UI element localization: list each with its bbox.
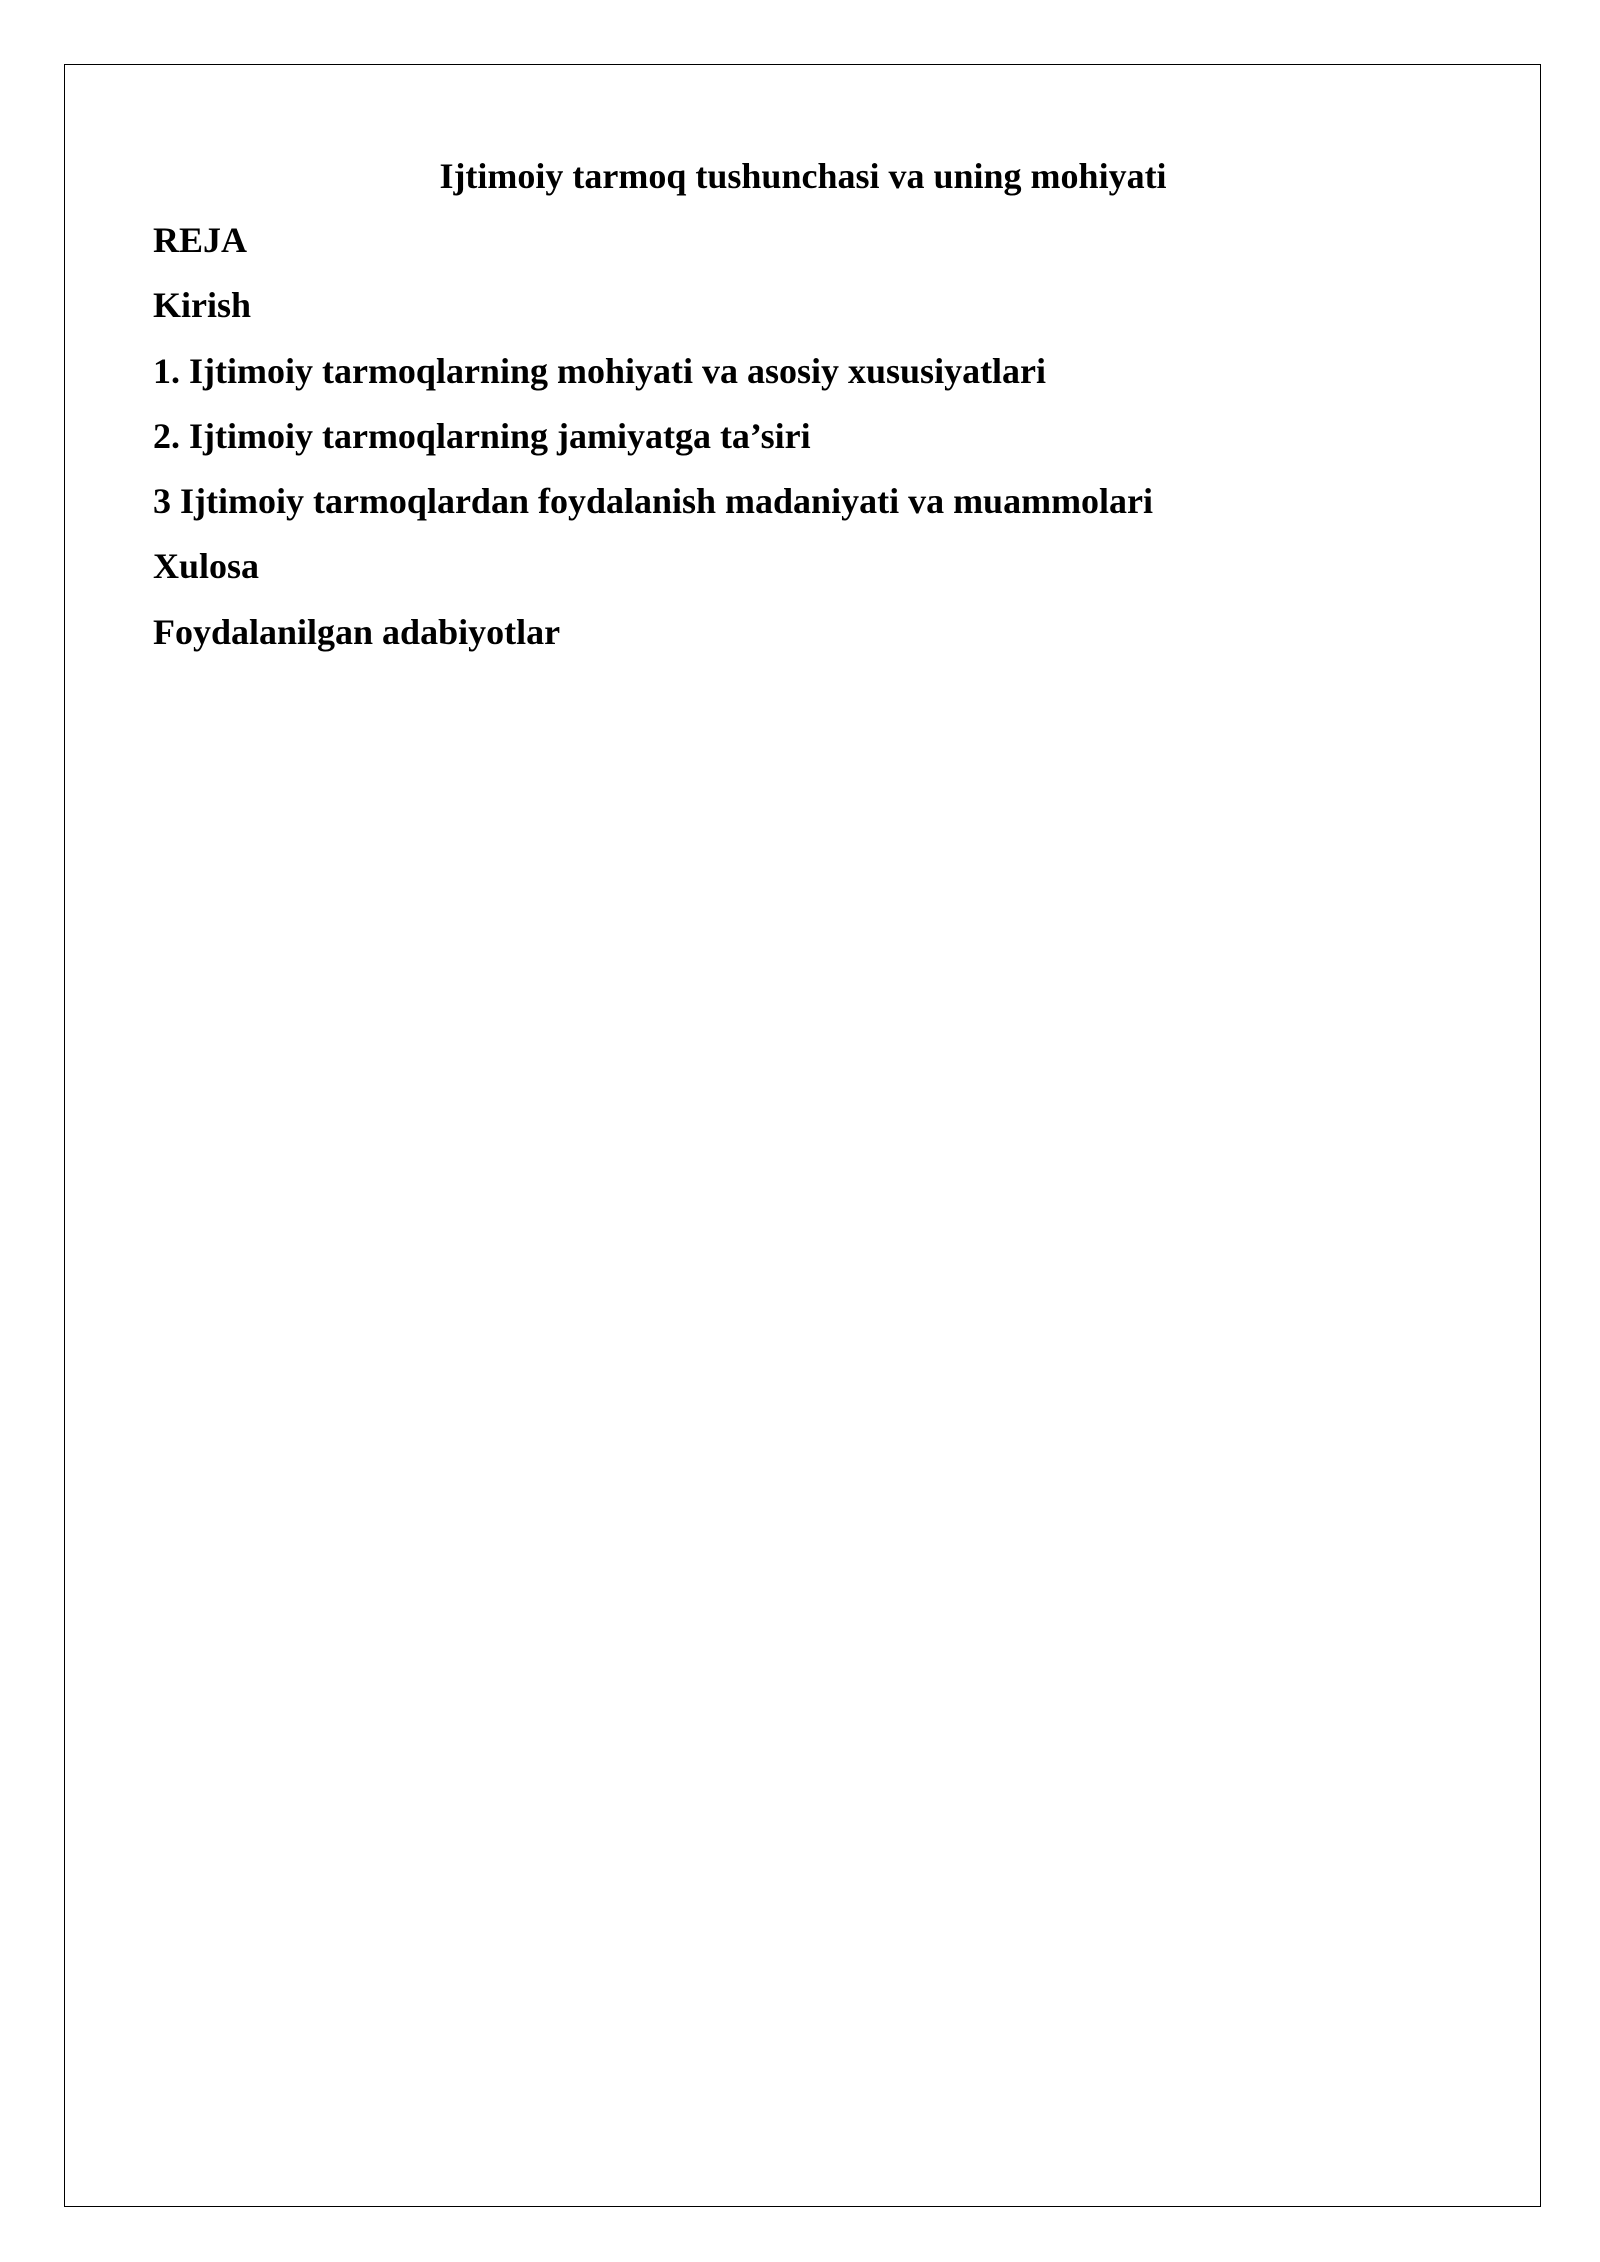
outline-item-section-3: 3 Ijtimoiy tarmoqlardan foydalanish madaniyati va muammolari [153,481,1154,522]
outline-item-conclusion: Xulosa [153,546,260,587]
document-title: Ijtimoiy tarmoq tushunchasi va uning mohiyati [439,156,1167,196]
plan-heading: REJA [153,220,248,260]
plan-outline [153,216,1153,673]
outline-item-section-2: 2. Ijtimoiy tarmoqlarning jamiyatga ta’siri [153,415,811,456]
outline-item-section-1: 1. Ijtimoiy tarmoqlarning mohiyati va asosiy xususiyatlari [153,350,1047,391]
outline-item-references: Foydalanilgan adabiyotlar [153,611,561,652]
outline-item-introduction: Kirish [153,285,252,326]
